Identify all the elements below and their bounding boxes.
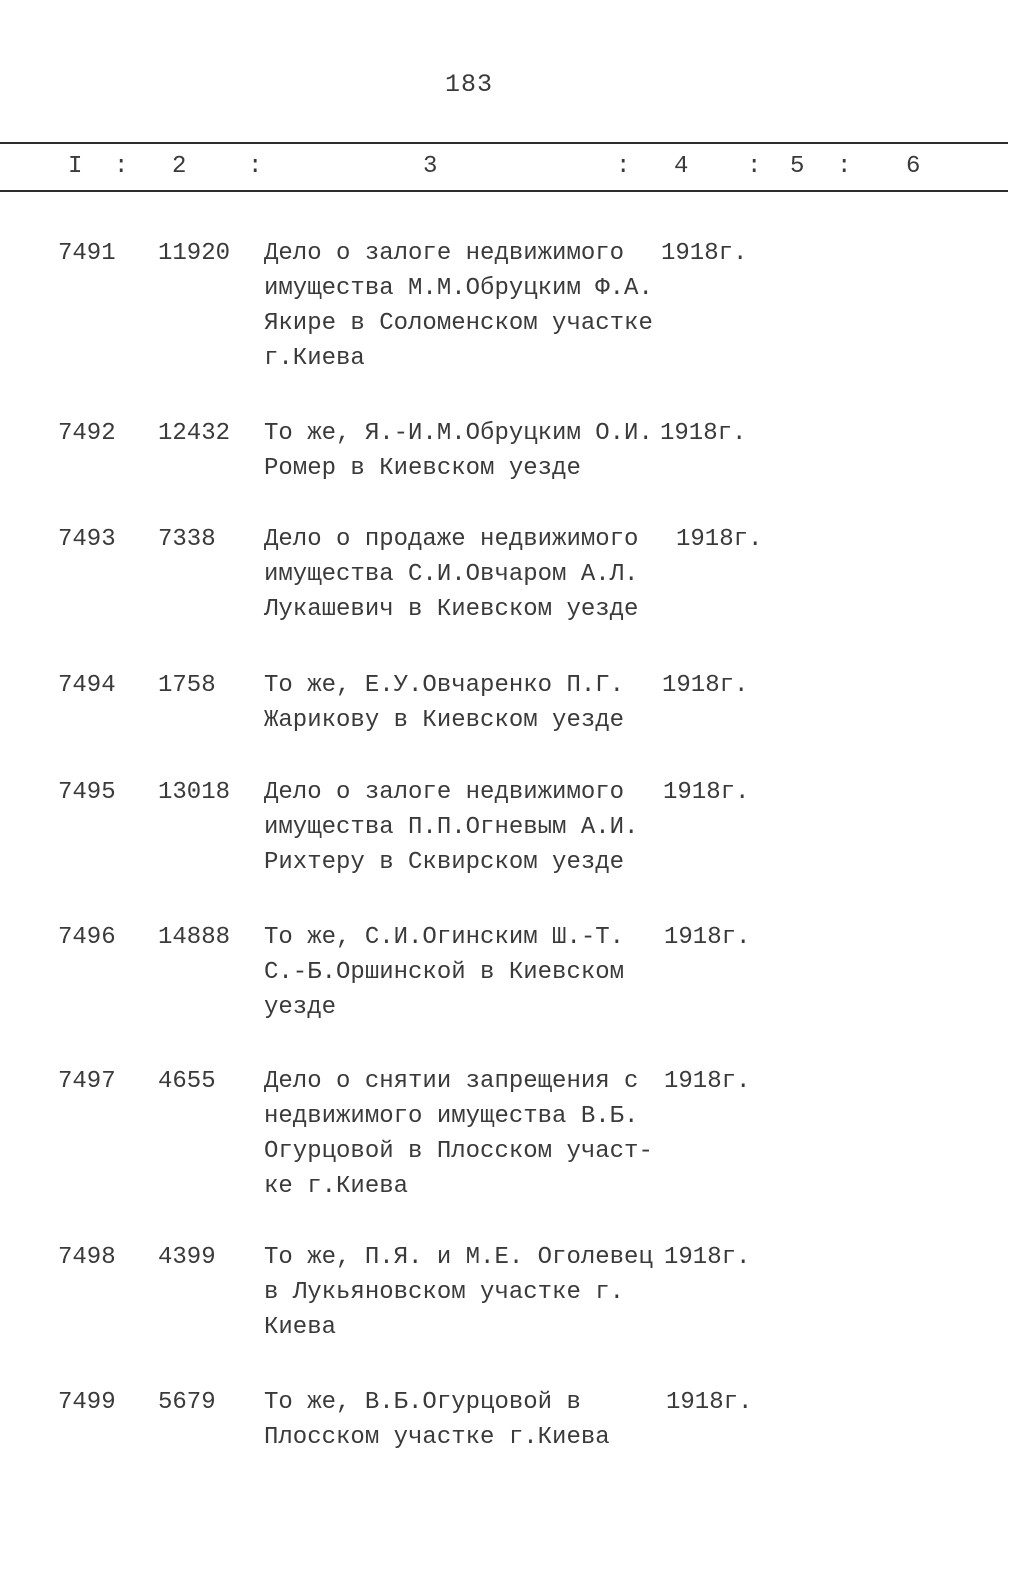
column-separator: : <box>114 153 129 180</box>
column-header-5: 5 <box>790 153 805 180</box>
entry-number: 7496 <box>58 924 116 951</box>
archive-number: 4399 <box>158 1244 216 1271</box>
entry-year: 1918г. <box>664 924 751 951</box>
archive-number: 4655 <box>158 1068 216 1095</box>
entry-number: 7491 <box>58 240 116 267</box>
entry-number: 7495 <box>58 779 116 806</box>
entry-number: 7497 <box>58 1068 116 1095</box>
archive-number: 14888 <box>158 924 231 951</box>
entry-year: 1918г. <box>676 526 763 553</box>
entry-year: 1918г. <box>661 240 748 267</box>
header-top-rule <box>0 142 1008 144</box>
column-header-1: I <box>68 153 83 180</box>
entry-description: То же, Е.У.Овчаренко П.Г. Жарикову в Киевском уезде <box>264 672 625 734</box>
entry-year: 1918г. <box>660 420 747 447</box>
entry-description: Дело о залоге недвижимого имущества П.П.Огневым А.И. Рихтеру в Сквирском уезде <box>264 779 639 876</box>
entry-number: 7498 <box>58 1244 116 1271</box>
column-separator: : <box>837 153 852 180</box>
column-header-4: 4 <box>674 153 689 180</box>
archive-number: 12432 <box>158 420 231 447</box>
header-bottom-rule <box>0 190 1008 192</box>
entry-description: Дело о снятии запрещения с недвижимого имущества В.Б. Огурцовой в Плосском участ- ке г.Киева <box>264 1068 653 1200</box>
entry-description: То же, С.И.Огинским Ш.-Т. С.-Б.Оршинской в Киевском уезде <box>264 924 625 1021</box>
entry-year: 1918г. <box>664 1068 751 1095</box>
entry-year: 1918г. <box>666 1389 753 1416</box>
entry-year: 1918г. <box>662 672 749 699</box>
entry-description: Дело о продаже недвижимого имущества С.И.Овчаром А.Л. Лукашевич в Киевском уезде <box>264 526 639 623</box>
archive-number: 7338 <box>158 526 216 553</box>
entry-description: Дело о залоге недвижимого имущества М.М.Обруцким Ф.А. Якире в Соломенском участке г.Киева <box>264 240 653 372</box>
entry-number: 7494 <box>58 672 116 699</box>
column-header-2: 2 <box>172 153 187 180</box>
entry-description: То же, П.Я. и М.Е. Оголевец в Лукьяновском участке г. Киева <box>264 1244 653 1341</box>
column-header-3: 3 <box>423 153 438 180</box>
archive-number: 11920 <box>158 240 231 267</box>
archive-number: 13018 <box>158 779 231 806</box>
column-separator: : <box>248 153 263 180</box>
archive-number: 1758 <box>158 672 216 699</box>
column-separator: : <box>747 153 762 180</box>
column-separator: : <box>616 153 631 180</box>
column-header-6: 6 <box>906 153 921 180</box>
entry-number: 7493 <box>58 526 116 553</box>
entry-number: 7492 <box>58 420 116 447</box>
entry-year: 1918г. <box>664 1244 751 1271</box>
page-number: 183 <box>445 70 494 99</box>
entry-number: 7499 <box>58 1389 116 1416</box>
entry-description: То же, Я.-И.М.Обруцким О.И. Ромер в Киевском уезде <box>264 420 653 482</box>
archive-number: 5679 <box>158 1389 216 1416</box>
entry-year: 1918г. <box>663 779 750 806</box>
entry-description: То же, В.Б.Огурцовой в Плосском участке г.Киева <box>264 1389 610 1451</box>
